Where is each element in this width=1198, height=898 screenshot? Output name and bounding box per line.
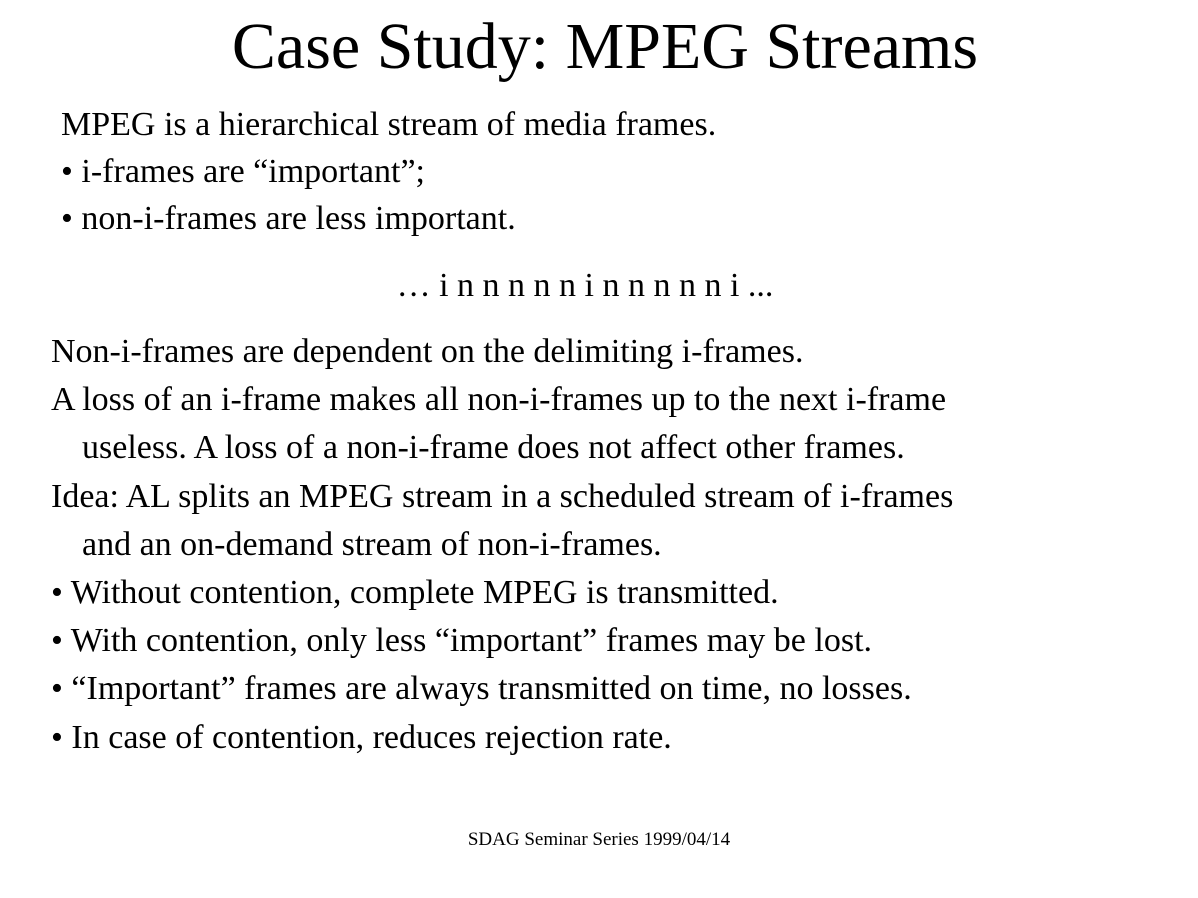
bullet-without-contention: • Without contention, complete MPEG is transmitted. (51, 574, 779, 612)
slide-footer: SDAG Seminar Series 1999/04/14 (467, 829, 731, 850)
body-line-idea: Idea: AL splits an MPEG stream in a scheduled stream of i-frames (51, 477, 954, 515)
body-line-i-frame-loss-cont: useless. A loss of a non-i-frame does not affect other frames. (82, 429, 905, 467)
body-block (51, 328, 953, 762)
bullet-rejection-rate: • In case of contention, reduces rejection rate. (51, 718, 672, 756)
intro-block (61, 101, 716, 242)
intro-bullet-non-i-frames: • non-i-frames are less important. (61, 200, 516, 237)
frame-sequence: … i n n n n n i n n n n n i ... (396, 267, 774, 304)
body-line-dependency: Non-i-frames are dependent on the delimiting i-frames. (51, 333, 804, 370)
slide-title: Case Study: MPEG Streams (231, 10, 979, 83)
intro-line: MPEG is a hierarchical stream of media frames. (61, 106, 717, 143)
intro-bullet-i-frames: • i-frames are “important”; (61, 153, 426, 190)
body-line-idea-cont: and an on-demand stream of non-i-frames. (82, 525, 662, 563)
bullet-important-frames: • “Important” frames are always transmitted on time, no losses. (51, 670, 912, 708)
bullet-with-contention: • With contention, only less “important” frames may be lost. (51, 622, 873, 660)
body-line-i-frame-loss: A loss of an i-frame makes all non-i-frames up to the next i-frame (51, 381, 947, 419)
